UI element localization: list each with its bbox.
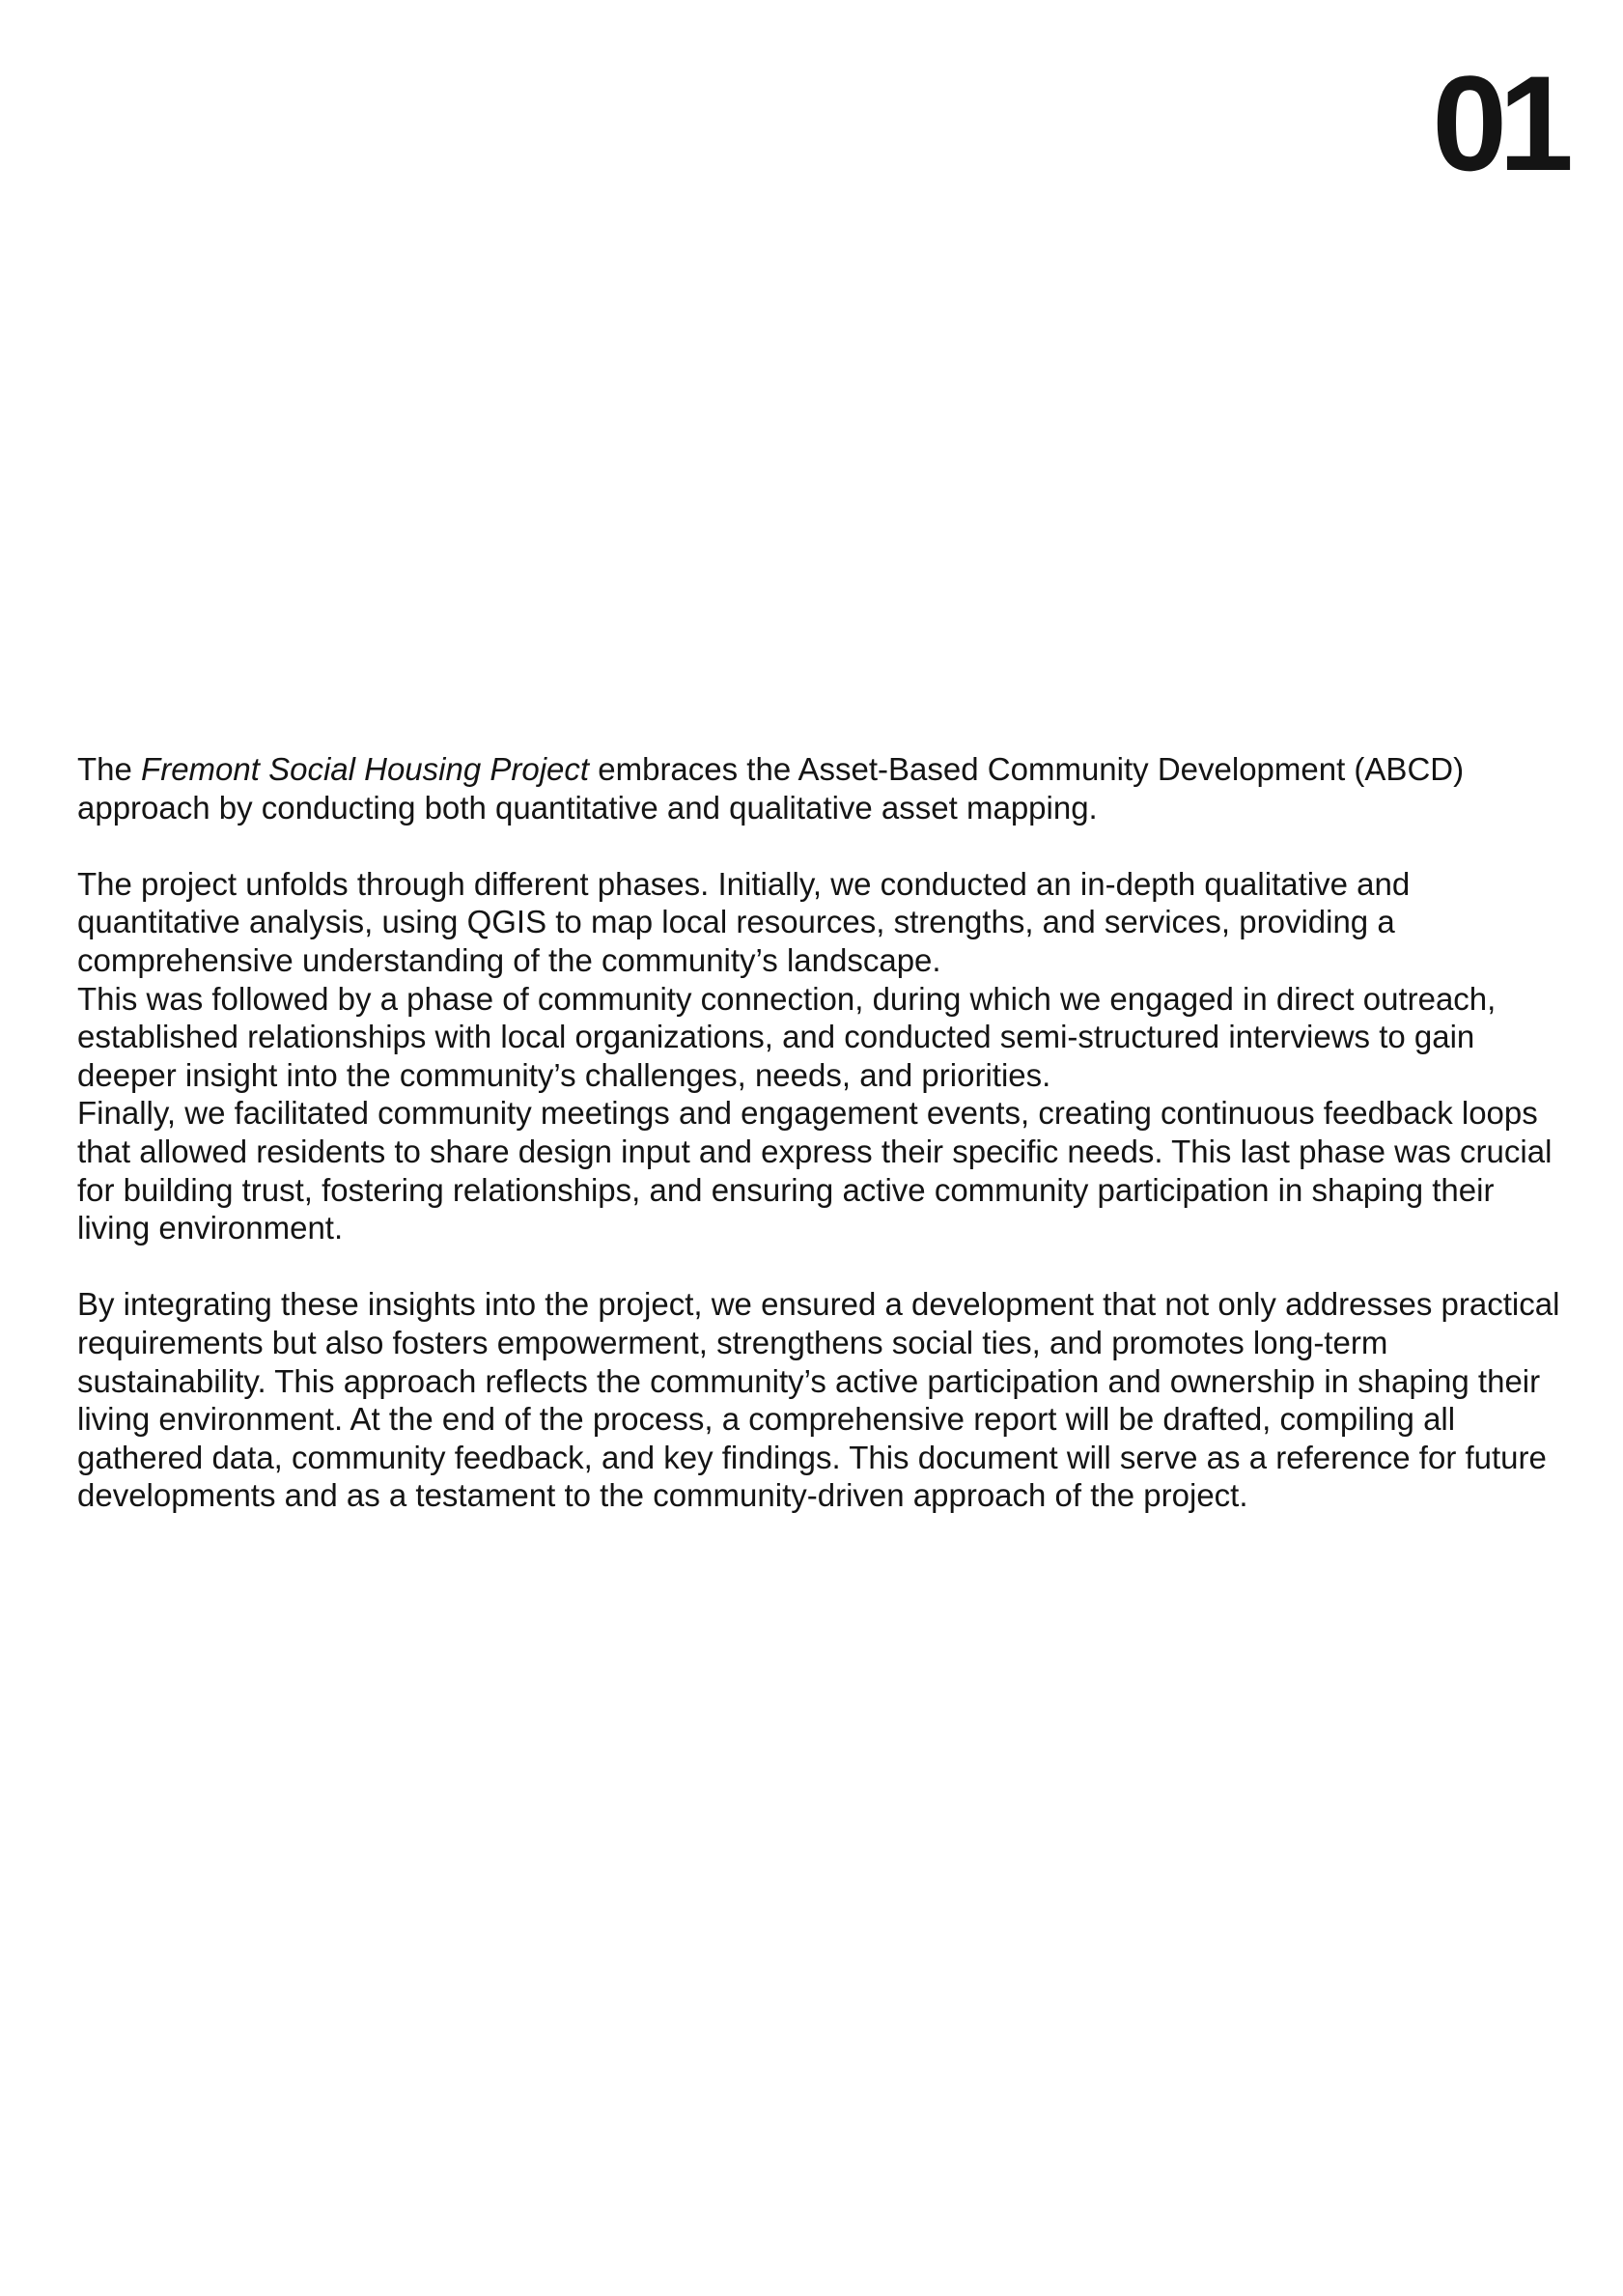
- project-name: Fremont Social Housing Project: [141, 751, 590, 787]
- community-connection-paragraph: This was followed by a phase of community connection, during which we engaged in direct outreach, established relationships with local organizations, and conducted semi-structured interviews to gain deeper insight into the community’s challenges, needs, and priorities.: [77, 980, 1497, 1093]
- intro-paragraph: [77, 750, 1564, 826]
- intro-prefix: The: [77, 751, 142, 787]
- page-number: 01: [1432, 47, 1565, 199]
- body-text: [77, 750, 1564, 1515]
- intro-suffix: embraces the Asset-Based Community Development (ABCD) approach by conducting both quantitative and qualitative asset mapping.: [77, 751, 1465, 826]
- conclusion-paragraph: By integrating these insights into the project, we ensured a development that not only addresses practical requirements but also fosters empowerment, strengthens social ties, and promotes long-term sustainability. This approach reflects the community’s active participation and ownership in shaping their living environment. At the end of the process, a comprehensive report will be drafted, compiling all gathered data, community feedback, and key findings. This document will serve as a reference for future developments and as a testament to the community-driven approach of the project.: [77, 1286, 1560, 1514]
- phases-paragraph: The project unfolds through different phases. Initially, we conducted an in-depth qualitative and quantitative analysis, using QGIS to map local resources, strengths, and services, providing a comprehensive understanding of the community’s landscape.: [77, 865, 1411, 978]
- engagement-paragraph: Finally, we facilitated community meetings and engagement events, creating continuous feedback loops that allowed residents to share design input and express their specific needs. This last phase was crucial for building trust, fostering relationships, and ensuring active community participation in shaping their living environment.: [77, 1095, 1553, 1246]
